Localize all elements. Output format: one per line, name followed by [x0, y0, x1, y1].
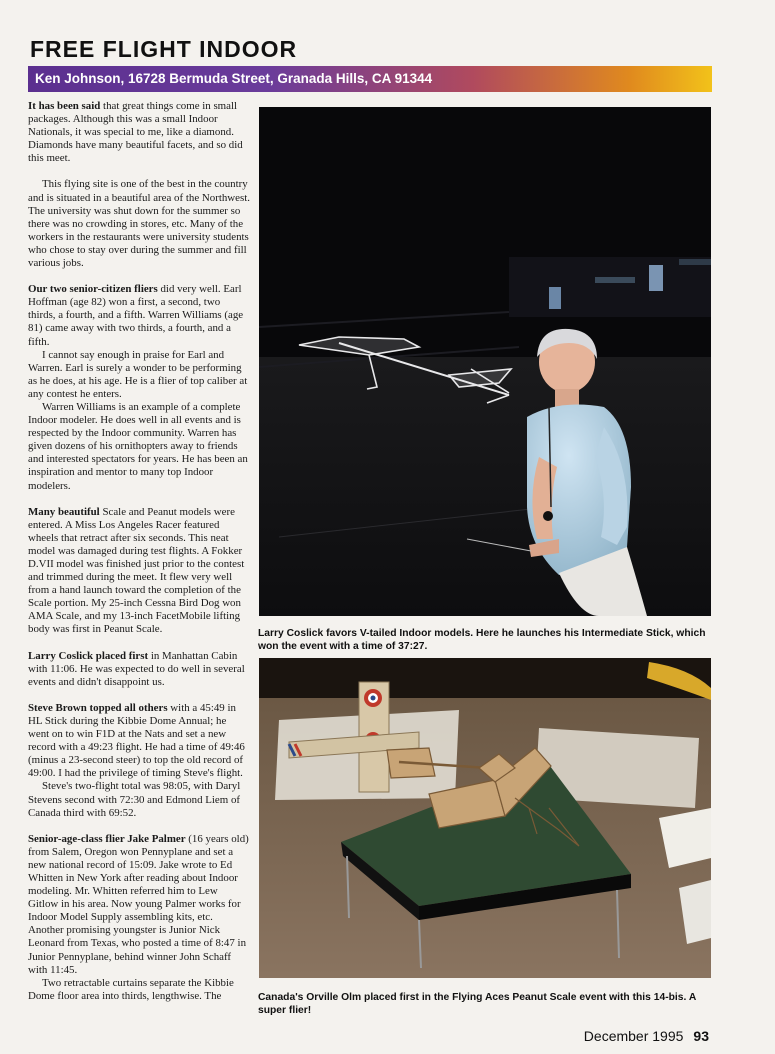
paragraph	[28, 283, 250, 348]
paragraph-text: Scale and Peanut models were entered. A Miss Los Angeles Racer featured wheels that retract after six seconds. This neat model was damaged during test flights. A Fokker D.VII model was finished just prior to the contest and trimmed during the meet. It flew very well from a hand launch toward the completion of the Scale portion. My 25-inch Cessna Bird Dog won AMA Scale, and my 13-inch FacetMobile lifting body was first in Peanut Scale.	[28, 505, 245, 636]
paragraph: Warren Williams is an example of a complete Indoor modeler. He does well in all events and is respected by the Indoor community. Warren has given dozens of his ornithopters away to friends and interested spectators for years. He has been an inspiration and mentor to many top Indoor modelers.	[28, 400, 248, 492]
paragraph: Two retractable curtains separate the Kibbie Dome floor area into thirds, lengthwise. The	[28, 976, 234, 1002]
photo1-caption: Larry Coslick favors V-tailed Indoor models. Here he launches his Intermediate Stick, which won the event with a time of 37:27.	[258, 628, 706, 652]
model-on-table-illustration	[259, 658, 711, 978]
lead-in: Senior-age-class flier Jake Palmer	[28, 832, 186, 845]
photo-14bis-model	[259, 658, 711, 978]
lead-in: Larry Coslick placed first	[28, 649, 149, 662]
paragraph	[28, 702, 250, 781]
photo2-caption: Canada's Orville Olm placed first in the Flying Aces Peanut Scale event with this 14-bis. A super flier!	[258, 992, 696, 1016]
byline-bar	[28, 66, 712, 92]
page-footer	[584, 1028, 709, 1044]
paragraph: I cannot say enough in praise for Earl and Warren. Earl is surely a wonder to be performing as he does, at his age. He is a flier of top caliber at any contest he enters.	[28, 348, 248, 400]
gym-launch-illustration	[259, 107, 711, 616]
paragraph-text: in Manhattan Cabin with 11:06. He was expected to do well in several events and didn't disappoint us.	[28, 649, 245, 688]
lead-in: Our two senior-citizen fliers	[28, 283, 158, 296]
paragraph-text: (16 years old) from Salem, Oregon won Pennyplane and set a new national record of 15:09. Jake wrote to Ed Whitten in New York after reading about Indoor modeling. Mr. Whitten referred him to Lew Gitlow in his area. Now young Palmer works for Indoor Model Supply assembling kits, etc. Another promising youngster is Junior Nick Leonard from Texas, who posted a time of 8:47 in Junior Pennyplane, behind winner John Schaff with 11:45.	[28, 832, 249, 976]
lead-in: Many beautiful	[28, 505, 100, 518]
paragraph-text: did very well. Earl Hoffman (age 82) won a first, a second, two thirds, a fourth, and a fifth. Warren Williams (age 81) came away with two thirds, a fourth, and a fifth.	[28, 283, 244, 348]
paragraph	[28, 100, 250, 165]
paragraph-text: that great things come in small packages. Although this was a small Indoor Nationals, it was special to me, like a diamond. Diamonds have many beautiful facets, and so did this meet.	[28, 100, 243, 165]
issue-date: December 1995	[583, 1028, 684, 1044]
article-column	[28, 100, 250, 1003]
lead-in: It has been said	[28, 100, 101, 112]
photo-flier-launch	[259, 107, 711, 616]
author-byline: Ken Johnson, 16728 Bermuda Street, Granada Hills, CA 91344	[35, 71, 433, 86]
page-title: FREE FLIGHT INDOOR	[30, 36, 298, 62]
lead-in: Steve Brown topped all others	[28, 701, 168, 714]
page-number: 93	[693, 1028, 709, 1044]
paragraph	[28, 506, 250, 637]
paragraph: This flying site is one of the best in the country and is situated in a beautiful area of the Northwest. The university was shut down for the summer so there was no crowding in stores, etc. Many of the workers in the restaurants were university students who chose to stay over during the summer and fill various jobs.	[28, 178, 250, 270]
paragraph: Steve's two-flight total was 98:05, with Daryl Stevens second with 72:30 and Edmond Liem of Canada third with 69:52.	[28, 780, 241, 819]
paragraph-text: with a 45:49 in HL Stick during the Kibbie Dome Annual; he went on to win F1D at the Nats and set a new record with a 49:23 flight. He had a time of 49:46 (minus a 23-second steer) to top the old record of 49:00. I had the privilege of timing Steve's flight.	[28, 701, 245, 780]
paragraph	[28, 833, 250, 977]
paragraph	[28, 650, 250, 689]
